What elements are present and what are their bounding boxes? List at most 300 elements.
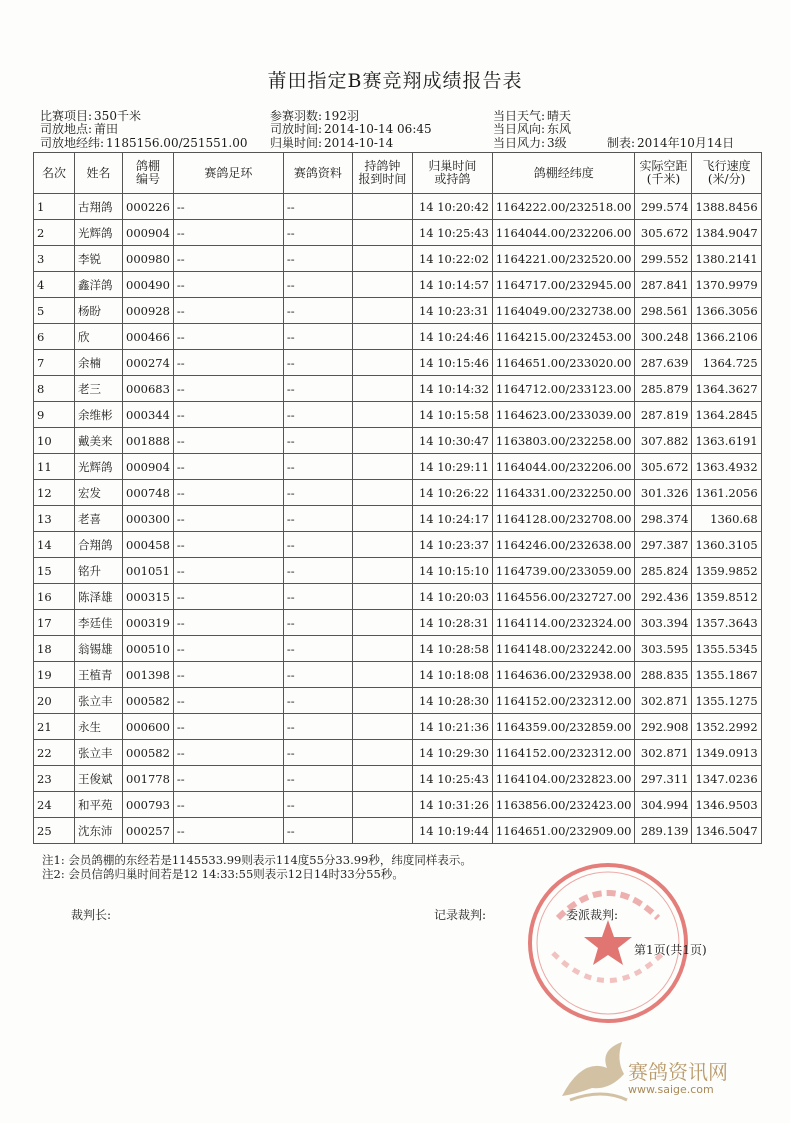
info-release-place-label: 司放地点:: [40, 122, 93, 136]
cell-rank: 19: [34, 662, 75, 688]
cell-ring: --: [173, 272, 283, 298]
cell-rank: 7: [34, 350, 75, 376]
table-row: [34, 324, 762, 350]
cell-speed: 1355.1275: [692, 688, 761, 714]
table-row: [34, 298, 762, 324]
cell-bird-info: --: [283, 584, 352, 610]
cell-clock-time: [352, 454, 412, 480]
info-release-place-value: 莆田: [94, 122, 119, 136]
info-wind-dir-value: 东风: [547, 122, 572, 136]
cell-ring: --: [173, 376, 283, 402]
cell-distance: 285.824: [635, 558, 692, 584]
cell-return-time: 14 10:24:46: [412, 324, 492, 350]
info-birds-value: 192羽: [324, 109, 359, 123]
cell-bird-info: --: [283, 246, 352, 272]
cell-return-time: 14 10:30:47: [412, 428, 492, 454]
cell-clock-time: [352, 740, 412, 766]
cell-name: 王植青: [75, 662, 123, 688]
table-row: [34, 454, 762, 480]
cell-loft-id: 000582: [123, 740, 174, 766]
cell-ring: --: [173, 454, 283, 480]
table-row: [34, 740, 762, 766]
info-weather-label: 当日天气:: [493, 109, 546, 123]
cell-return-time: 14 10:25:43: [412, 220, 492, 246]
cell-rank: 15: [34, 558, 75, 584]
cell-speed: 1360.3105: [692, 532, 761, 558]
table-header-row: [34, 153, 762, 194]
cell-loft-id: 001888: [123, 428, 174, 454]
table-row: [34, 610, 762, 636]
cell-ring: --: [173, 194, 283, 220]
cell-loft-coord: 1164651.00/232909.00: [492, 818, 635, 844]
cell-clock-time: [352, 662, 412, 688]
cell-clock-time: [352, 558, 412, 584]
cell-distance: 298.561: [635, 298, 692, 324]
cell-distance: 297.387: [635, 532, 692, 558]
cell-clock-time: [352, 298, 412, 324]
cell-distance: 292.436: [635, 584, 692, 610]
cell-bird-info: --: [283, 480, 352, 506]
cell-speed: 1388.8456: [692, 194, 761, 220]
header-ring: 赛鸽足环: [173, 153, 283, 194]
cell-return-time: 14 10:22:02: [412, 246, 492, 272]
cell-distance: 288.835: [635, 662, 692, 688]
cell-rank: 14: [34, 532, 75, 558]
cell-return-time: 14 10:20:03: [412, 584, 492, 610]
info-wind-dir-label: 当日风向:: [493, 122, 546, 136]
info-return-time: [270, 137, 393, 150]
cell-clock-time: [352, 532, 412, 558]
info-wind-dir: [493, 123, 571, 136]
judge-signature-label: 裁判长:: [71, 908, 112, 922]
cell-ring: --: [173, 506, 283, 532]
cell-loft-id: 001778: [123, 766, 174, 792]
cell-name: 杨盼: [75, 298, 123, 324]
cell-bird-info: --: [283, 428, 352, 454]
cell-rank: 13: [34, 506, 75, 532]
header-speed: 飞行速度 (米/分): [692, 153, 761, 194]
cell-ring: --: [173, 792, 283, 818]
table-row: [34, 792, 762, 818]
cell-return-time: 14 10:21:36: [412, 714, 492, 740]
table-row: [34, 688, 762, 714]
cell-name: 张立丰: [75, 740, 123, 766]
cell-distance: 287.841: [635, 272, 692, 298]
cell-distance: 292.908: [635, 714, 692, 740]
cell-name: 和平苑: [75, 792, 123, 818]
table-body: [34, 194, 762, 844]
info-release-time-label: 司放时间:: [270, 122, 323, 136]
cell-clock-time: [352, 506, 412, 532]
table-row: [34, 350, 762, 376]
cell-return-time: 14 10:19:44: [412, 818, 492, 844]
cell-speed: 1355.1867: [692, 662, 761, 688]
cell-loft-coord: 1164359.00/232859.00: [492, 714, 635, 740]
cell-bird-info: --: [283, 610, 352, 636]
cell-clock-time: [352, 350, 412, 376]
cell-name: 张立丰: [75, 688, 123, 714]
cell-speed: 1349.0913: [692, 740, 761, 766]
cell-name: 陈泽雄: [75, 584, 123, 610]
cell-return-time: 14 10:28:58: [412, 636, 492, 662]
cell-rank: 16: [34, 584, 75, 610]
cell-speed: 1346.5047: [692, 818, 761, 844]
info-made-date: [607, 137, 734, 150]
cell-ring: --: [173, 740, 283, 766]
cell-speed: 1364.2845: [692, 402, 761, 428]
cell-bird-info: --: [283, 194, 352, 220]
cell-clock-time: [352, 376, 412, 402]
cell-loft-id: 000748: [123, 480, 174, 506]
cell-distance: 303.394: [635, 610, 692, 636]
cell-name: 鑫洋鸽: [75, 272, 123, 298]
cell-clock-time: [352, 194, 412, 220]
cell-name: 老三: [75, 376, 123, 402]
cell-loft-id: 001051: [123, 558, 174, 584]
cell-ring: --: [173, 818, 283, 844]
info-made-label: 制表:: [607, 136, 636, 150]
table-row: [34, 818, 762, 844]
cell-loft-id: 000315: [123, 584, 174, 610]
cell-loft-coord: 1164623.00/233039.00: [492, 402, 635, 428]
cell-speed: 1363.6191: [692, 428, 761, 454]
cell-clock-time: [352, 246, 412, 272]
header-rank: 名次: [34, 153, 75, 194]
table-row: [34, 714, 762, 740]
cell-name: 李廷佳: [75, 610, 123, 636]
cell-return-time: 14 10:15:46: [412, 350, 492, 376]
cell-rank: 5: [34, 298, 75, 324]
cell-name: 余楠: [75, 350, 123, 376]
cell-return-time: 14 10:24:17: [412, 506, 492, 532]
cell-loft-id: 000600: [123, 714, 174, 740]
cell-speed: 1357.3643: [692, 610, 761, 636]
cell-clock-time: [352, 324, 412, 350]
cell-bird-info: --: [283, 792, 352, 818]
cell-rank: 4: [34, 272, 75, 298]
cell-distance: 305.672: [635, 220, 692, 246]
cell-ring: --: [173, 350, 283, 376]
cell-ring: --: [173, 298, 283, 324]
cell-bird-info: --: [283, 740, 352, 766]
cell-loft-coord: 1164717.00/232945.00: [492, 272, 635, 298]
cell-speed: 1359.8512: [692, 584, 761, 610]
cell-ring: --: [173, 662, 283, 688]
table-row: [34, 766, 762, 792]
cell-clock-time: [352, 714, 412, 740]
cell-rank: 25: [34, 818, 75, 844]
cell-rank: 24: [34, 792, 75, 818]
cell-ring: --: [173, 480, 283, 506]
cell-name: 欣: [75, 324, 123, 350]
header-loft-coord: 鸽棚经纬度: [492, 153, 635, 194]
cell-name: 翁锡雄: [75, 636, 123, 662]
note-1: 注1: 会员鸽棚的东经若是1145533.99则表示114度55分33.99秒，纬度同样表示。: [42, 853, 472, 867]
cell-loft-coord: 1164152.00/232312.00: [492, 688, 635, 714]
results-table: [33, 152, 762, 844]
cell-name: 铭升: [75, 558, 123, 584]
cell-return-time: 14 10:28:31: [412, 610, 492, 636]
table-row: [34, 220, 762, 246]
cell-loft-coord: 1164331.00/232250.00: [492, 480, 635, 506]
cell-bird-info: --: [283, 714, 352, 740]
cell-speed: 1366.2106: [692, 324, 761, 350]
cell-speed: 1359.9852: [692, 558, 761, 584]
cell-rank: 20: [34, 688, 75, 714]
cell-speed: 1360.68: [692, 506, 761, 532]
cell-ring: --: [173, 558, 283, 584]
cell-return-time: 14 10:29:30: [412, 740, 492, 766]
cell-ring: --: [173, 428, 283, 454]
header-distance: 实际空距 (千米): [635, 153, 692, 194]
info-project-value: 350千米: [94, 109, 141, 123]
cell-bird-info: --: [283, 636, 352, 662]
cell-return-time: 14 10:20:42: [412, 194, 492, 220]
cell-rank: 22: [34, 740, 75, 766]
cell-return-time: 14 10:31:26: [412, 792, 492, 818]
cell-bird-info: --: [283, 402, 352, 428]
cell-loft-coord: 1164104.00/232823.00: [492, 766, 635, 792]
info-weather-value: 晴天: [547, 109, 572, 123]
table-row: [34, 532, 762, 558]
table-row: [34, 402, 762, 428]
cell-rank: 21: [34, 714, 75, 740]
cell-loft-coord: 1163803.00/232258.00: [492, 428, 635, 454]
cell-loft-coord: 1164739.00/233059.00: [492, 558, 635, 584]
cell-ring: --: [173, 714, 283, 740]
cell-speed: 1355.5345: [692, 636, 761, 662]
cell-loft-coord: 1163856.00/232423.00: [492, 792, 635, 818]
cell-distance: 300.248: [635, 324, 692, 350]
cell-distance: 287.639: [635, 350, 692, 376]
cell-speed: 1364.3627: [692, 376, 761, 402]
recorder-signature-label: 记录裁判:: [434, 908, 487, 922]
cell-ring: --: [173, 220, 283, 246]
cell-name: 永生: [75, 714, 123, 740]
cell-return-time: 14 10:15:10: [412, 558, 492, 584]
cell-distance: 307.882: [635, 428, 692, 454]
cell-rank: 23: [34, 766, 75, 792]
note-2: 注2: 会员信鸽归巢时间若是12 14:33:55则表示12日14时33分55秒。: [42, 867, 404, 881]
cell-loft-coord: 1164246.00/232638.00: [492, 532, 635, 558]
cell-rank: 1: [34, 194, 75, 220]
cell-distance: 301.326: [635, 480, 692, 506]
cell-loft-coord: 1164049.00/232738.00: [492, 298, 635, 324]
cell-name: 古翔鸽: [75, 194, 123, 220]
cell-clock-time: [352, 688, 412, 714]
cell-speed: 1364.725: [692, 350, 761, 376]
info-wind-force-value: 3级: [547, 136, 567, 150]
cell-loft-coord: 1164128.00/232708.00: [492, 506, 635, 532]
table-row: [34, 480, 762, 506]
cell-distance: 304.994: [635, 792, 692, 818]
page-title: 莆田指定B赛竞翔成绩报告表: [267, 70, 523, 92]
cell-name: 李锐: [75, 246, 123, 272]
cell-bird-info: --: [283, 298, 352, 324]
table-row: [34, 584, 762, 610]
cell-distance: 299.552: [635, 246, 692, 272]
cell-loft-id: 000793: [123, 792, 174, 818]
cell-clock-time: [352, 610, 412, 636]
cell-ring: --: [173, 636, 283, 662]
cell-distance: 298.374: [635, 506, 692, 532]
cell-speed: 1384.9047: [692, 220, 761, 246]
watermark-url: www.saige.com: [628, 1083, 714, 1096]
cell-return-time: 14 10:14:57: [412, 272, 492, 298]
cell-ring: --: [173, 766, 283, 792]
info-return-time-label: 归巢时间:: [270, 136, 323, 150]
cell-clock-time: [352, 272, 412, 298]
cell-speed: 1352.2992: [692, 714, 761, 740]
header-clock-time: 持鸽钟 报到时间: [352, 153, 412, 194]
cell-distance: 285.879: [635, 376, 692, 402]
cell-return-time: 14 10:18:08: [412, 662, 492, 688]
info-release-time-value: 2014-10-14 06:45: [324, 122, 432, 136]
cell-speed: 1346.9503: [692, 792, 761, 818]
cell-rank: 18: [34, 636, 75, 662]
cell-loft-id: 000683: [123, 376, 174, 402]
table-row: [34, 246, 762, 272]
table-row: [34, 636, 762, 662]
cell-bird-info: --: [283, 506, 352, 532]
cell-loft-coord: 1164712.00/233123.00: [492, 376, 635, 402]
cell-bird-info: --: [283, 220, 352, 246]
cell-name: 余维彬: [75, 402, 123, 428]
cell-return-time: 14 10:26:22: [412, 480, 492, 506]
cell-bird-info: --: [283, 662, 352, 688]
cell-rank: 11: [34, 454, 75, 480]
cell-speed: 1347.0236: [692, 766, 761, 792]
cell-bird-info: --: [283, 766, 352, 792]
cell-loft-coord: 1164222.00/232518.00: [492, 194, 635, 220]
cell-rank: 10: [34, 428, 75, 454]
delegate-signature-label: 委派裁判:: [566, 908, 619, 922]
cell-ring: --: [173, 688, 283, 714]
header-name: 姓名: [75, 153, 123, 194]
cell-name: 戴美来: [75, 428, 123, 454]
cell-loft-id: 000980: [123, 246, 174, 272]
cell-bird-info: --: [283, 272, 352, 298]
info-birds-label: 参赛羽数:: [270, 109, 323, 123]
cell-clock-time: [352, 402, 412, 428]
cell-name: 宏发: [75, 480, 123, 506]
cell-distance: 299.574: [635, 194, 692, 220]
cell-return-time: 14 10:15:58: [412, 402, 492, 428]
header-bird-info: 赛鸽资料: [283, 153, 352, 194]
cell-loft-id: 000226: [123, 194, 174, 220]
cell-loft-id: 000904: [123, 220, 174, 246]
cell-clock-time: [352, 584, 412, 610]
cell-distance: 287.819: [635, 402, 692, 428]
cell-speed: 1370.9979: [692, 272, 761, 298]
info-wind-force-label: 当日风力:: [493, 136, 546, 150]
cell-clock-time: [352, 220, 412, 246]
table-row: [34, 558, 762, 584]
cell-distance: 305.672: [635, 454, 692, 480]
cell-loft-coord: 1164636.00/232938.00: [492, 662, 635, 688]
table-row: [34, 506, 762, 532]
cell-loft-id: 000319: [123, 610, 174, 636]
cell-distance: 289.139: [635, 818, 692, 844]
cell-loft-id: 000510: [123, 636, 174, 662]
cell-bird-info: --: [283, 688, 352, 714]
cell-loft-id: 000466: [123, 324, 174, 350]
cell-name: 光辉鸽: [75, 454, 123, 480]
cell-distance: 302.871: [635, 688, 692, 714]
cell-loft-id: 000274: [123, 350, 174, 376]
cell-return-time: 14 10:29:11: [412, 454, 492, 480]
info-release-time: [270, 123, 432, 136]
cell-distance: 303.595: [635, 636, 692, 662]
cell-clock-time: [352, 818, 412, 844]
cell-loft-coord: 1164221.00/232520.00: [492, 246, 635, 272]
cell-rank: 6: [34, 324, 75, 350]
cell-speed: 1361.2056: [692, 480, 761, 506]
cell-bird-info: --: [283, 350, 352, 376]
cell-distance: 297.311: [635, 766, 692, 792]
cell-loft-coord: 1164044.00/232206.00: [492, 454, 635, 480]
info-release-coord: [40, 137, 248, 150]
info-return-time-value: 2014-10-14: [324, 136, 394, 150]
cell-name: 光辉鸽: [75, 220, 123, 246]
table-row: [34, 428, 762, 454]
watermark-name: 赛鸽资讯网: [628, 1060, 728, 1084]
cell-name: 合翔鸽: [75, 532, 123, 558]
info-made-value: 2014年10月14日: [637, 136, 735, 150]
cell-rank: 17: [34, 610, 75, 636]
header-return-time: 归巢时间 或持鸽: [412, 153, 492, 194]
cell-return-time: 14 10:28:30: [412, 688, 492, 714]
cell-clock-time: [352, 766, 412, 792]
cell-loft-id: 000344: [123, 402, 174, 428]
cell-rank: 3: [34, 246, 75, 272]
cell-loft-id: 000458: [123, 532, 174, 558]
header-loft-id: 鸽棚 编号: [123, 153, 174, 194]
cell-loft-id: 000904: [123, 454, 174, 480]
cell-loft-id: 000928: [123, 298, 174, 324]
page-number: 第1页(共1页): [634, 943, 707, 957]
cell-rank: 12: [34, 480, 75, 506]
cell-clock-time: [352, 792, 412, 818]
cell-clock-time: [352, 428, 412, 454]
cell-name: 沈东沛: [75, 818, 123, 844]
cell-bird-info: --: [283, 818, 352, 844]
info-release-coord-value: 1185156.00/251551.00: [106, 136, 248, 150]
table-row: [34, 194, 762, 220]
cell-speed: 1380.2141: [692, 246, 761, 272]
cell-rank: 9: [34, 402, 75, 428]
cell-return-time: 14 10:23:37: [412, 532, 492, 558]
cell-clock-time: [352, 480, 412, 506]
info-release-coord-label: 司放地经纬:: [40, 136, 105, 150]
cell-speed: 1366.3056: [692, 298, 761, 324]
cell-ring: --: [173, 532, 283, 558]
cell-loft-id: 000490: [123, 272, 174, 298]
table-row: [34, 376, 762, 402]
cell-bird-info: --: [283, 376, 352, 402]
cell-speed: 1363.4932: [692, 454, 761, 480]
cell-rank: 8: [34, 376, 75, 402]
cell-bird-info: --: [283, 558, 352, 584]
cell-loft-coord: 1164148.00/232242.00: [492, 636, 635, 662]
cell-loft-coord: 1164044.00/232206.00: [492, 220, 635, 246]
info-release-place: [40, 123, 118, 136]
cell-bird-info: --: [283, 532, 352, 558]
cell-return-time: 14 10:14:32: [412, 376, 492, 402]
cell-name: 老喜: [75, 506, 123, 532]
info-project-label: 比赛项目:: [40, 109, 93, 123]
cell-loft-id: 000582: [123, 688, 174, 714]
